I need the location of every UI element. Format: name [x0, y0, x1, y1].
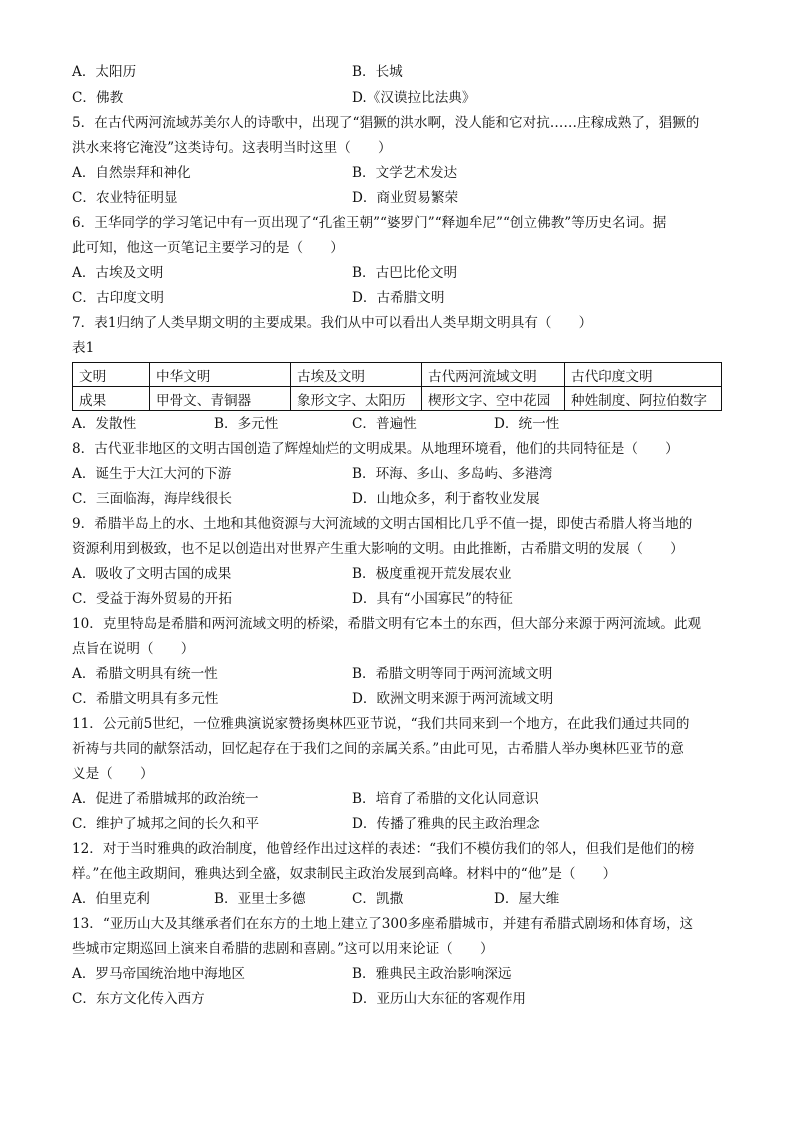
q4-option-b[interactable]: B．长城 — [352, 64, 403, 80]
q8-stem: 8．古代亚非地区的文明古国创造了辉煌灿烂的文明成果。从地理环境看，他们的共同特征是（ ） — [72, 441, 679, 457]
table-cell: 种姓制度、阿拉伯数字 — [565, 387, 722, 411]
q6-option-c[interactable]: C．古印度文明 — [72, 290, 164, 306]
q10-options-row-2 — [72, 687, 732, 712]
q12-option-b[interactable]: B．亚里士多德 — [214, 891, 306, 907]
q10-stem: 10．克里特岛是希腊和两河流域文明的桥梁，希腊文明有它本土的东西，但大部分来源于两河流域。此观 点旨在说明（ ） — [72, 616, 702, 657]
q4-option-a[interactable]: A．太阳历 — [72, 64, 137, 80]
q7-table-caption: 表1 — [72, 340, 95, 356]
q4-option-c[interactable]: C．佛教 — [72, 90, 124, 106]
table-row — [73, 387, 722, 411]
q7-table — [72, 362, 722, 411]
q11-option-b[interactable]: B．培育了希腊的文化认同意识 — [352, 791, 539, 807]
q13-options-row-1 — [72, 962, 732, 987]
q5-option-c[interactable]: C．农业特征明显 — [72, 190, 178, 206]
table-cell: 古埃及文明 — [291, 363, 422, 387]
q5-option-b[interactable]: B．文学艺术发达 — [352, 165, 458, 181]
table-cell: 象形文字、太阳历 — [291, 387, 422, 411]
q7-option-a[interactable]: A．发散性 — [72, 416, 137, 432]
q9-options-row-1 — [72, 562, 732, 587]
q7-option-d[interactable]: D．统一性 — [494, 416, 560, 432]
q7-stem: 7．表1归纳了人类早期文明的主要成果。我们从中可以看出人类早期文明具有（ ） — [72, 315, 593, 331]
q10-option-a[interactable]: A．希腊文明具有统一性 — [72, 666, 218, 682]
q8-options-row-2 — [72, 487, 732, 512]
q11-options-row-1 — [72, 787, 732, 812]
q9-option-c[interactable]: C．受益于海外贸易的开拓 — [72, 591, 232, 607]
q8-option-b[interactable]: B．环海、多山、多岛屿、多港湾 — [352, 466, 553, 482]
table-cell: 中华文明 — [150, 363, 291, 387]
q9-option-d[interactable]: D．具有“小国寡民”的特征 — [352, 591, 513, 607]
q13-option-c[interactable]: C．东方文化传入西方 — [72, 991, 205, 1007]
q13-option-d[interactable]: D．亚历山大东征的客观作用 — [352, 991, 527, 1007]
q13-option-b[interactable]: B．雅典民主政治影响深远 — [352, 966, 512, 982]
q6-options-row-1 — [72, 261, 732, 286]
q5-options-row-2 — [72, 186, 732, 211]
q11-stem: 11．公元前5世纪，一位雅典演说家赞扬奥林匹亚节说，“我们共同来到一个地方，在此我们通过共同的 祈祷与共同的献祭活动，回忆起存在于我们之间的亲属关系。”由此可见，古希腊人举办奥林匹亚节的意 义是（ ） — [72, 716, 690, 782]
q8-options-row-1 — [72, 462, 732, 487]
q10-option-d[interactable]: D．欧洲文明来源于两河流域文明 — [352, 691, 554, 707]
q10-options-row-1 — [72, 662, 732, 687]
q9-stem: 9．希腊半岛上的水、土地和其他资源与大河流域的文明古国相比几乎不值一提，即使古希腊人将当地的 资源利用到极致，也不足以创造出对世界产生重大影响的文明。由此推断，古希腊文明的发展（ ） — [72, 516, 693, 557]
q8-option-a[interactable]: A．诞生于大江大河的下游 — [72, 466, 232, 482]
q6-option-b[interactable]: B．古巴比伦文明 — [352, 265, 458, 281]
q11-options-row-2 — [72, 812, 732, 837]
q10-option-c[interactable]: C．希腊文明具有多元性 — [72, 691, 219, 707]
table-cell: 文明 — [73, 363, 150, 387]
q5-option-a[interactable]: A．自然崇拜和神化 — [72, 165, 191, 181]
q11-option-a[interactable]: A．促进了希腊城邦的政治统一 — [72, 791, 259, 807]
q5-option-d[interactable]: D．商业贸易繁荣 — [352, 190, 459, 206]
q5-options-row-1 — [72, 161, 732, 186]
q8-option-d[interactable]: D．山地众多，利于畜牧业发展 — [352, 491, 540, 507]
q11-option-d[interactable]: D．传播了雅典的民主政治理念 — [352, 816, 540, 832]
q4-options-row-1 — [72, 60, 732, 85]
q12-option-c[interactable]: C．凯撒 — [352, 891, 404, 907]
q10-option-b[interactable]: B．希腊文明等同于两河流域文明 — [352, 666, 553, 682]
q13-option-a[interactable]: A．罗马帝国统治地中海地区 — [72, 966, 245, 982]
q12-option-d[interactable]: D．屋大维 — [494, 891, 560, 907]
table-cell: 成果 — [73, 387, 150, 411]
table-cell: 古代印度文明 — [565, 363, 722, 387]
q4-options-row-2 — [72, 86, 732, 111]
table-row — [73, 363, 722, 387]
q6-option-a[interactable]: A．古埃及文明 — [72, 265, 164, 281]
table-cell: 甲骨文、青铜器 — [150, 387, 291, 411]
q4-option-d[interactable]: D.《汉谟拉比法典》 — [352, 90, 476, 106]
table-cell: 楔形文字、空中花园 — [422, 387, 565, 411]
q7-option-b[interactable]: B．多元性 — [214, 416, 279, 432]
q9-options-row-2 — [72, 587, 732, 612]
q7-option-c[interactable]: C．普遍性 — [352, 416, 417, 432]
table-cell: 古代两河流域文明 — [422, 363, 565, 387]
q8-option-c[interactable]: C．三面临海，海岸线很长 — [72, 491, 232, 507]
q11-option-c[interactable]: C．维护了城邦之间的长久和平 — [72, 816, 260, 832]
q6-options-row-2 — [72, 286, 732, 311]
q13-options-row-2 — [72, 987, 732, 1012]
q9-option-a[interactable]: A．吸收了文明古国的成果 — [72, 566, 232, 582]
q12-options-row — [72, 887, 732, 912]
q7-options-row — [72, 412, 732, 437]
q6-stem: 6．王华同学的学习笔记中有一页出现了“孔雀王朝”“婆罗门”“释迦牟尼”“创立佛教”等历史名词。据 此可知，他这一页笔记主要学习的是（ ） — [72, 215, 667, 256]
q9-option-b[interactable]: B．极度重视开荒发展农业 — [352, 566, 512, 582]
q13-stem: 13．“亚历山大及其继承者们在东方的土地上建立了300多座希腊城市，并建有希腊式剧场和体育场，这 些城市定期巡回上演来自希腊的悲剧和喜剧。”这可以用来论证（ ） — [72, 916, 694, 957]
q12-stem: 12．对于当时雅典的政治制度，他曾经作出过这样的表述：“我们不模仿我们的邻人，但我们是他们的榜 样。”在他主政期间，雅典达到全盛，奴隶制民主政治发展到高峰。材料中的“他”是（ ） — [72, 841, 695, 882]
q6-option-d[interactable]: D．古希腊文明 — [352, 290, 445, 306]
q5-stem: 5．在古代两河流域苏美尔人的诗歌中，出现了“猖獗的洪水啊，没人能和它对抗……庄稼成熟了，猖獗的 洪水来将它淹没”这类诗句。这表明当时这里（ ） — [72, 115, 700, 156]
q12-option-a[interactable]: A．伯里克利 — [72, 891, 150, 907]
